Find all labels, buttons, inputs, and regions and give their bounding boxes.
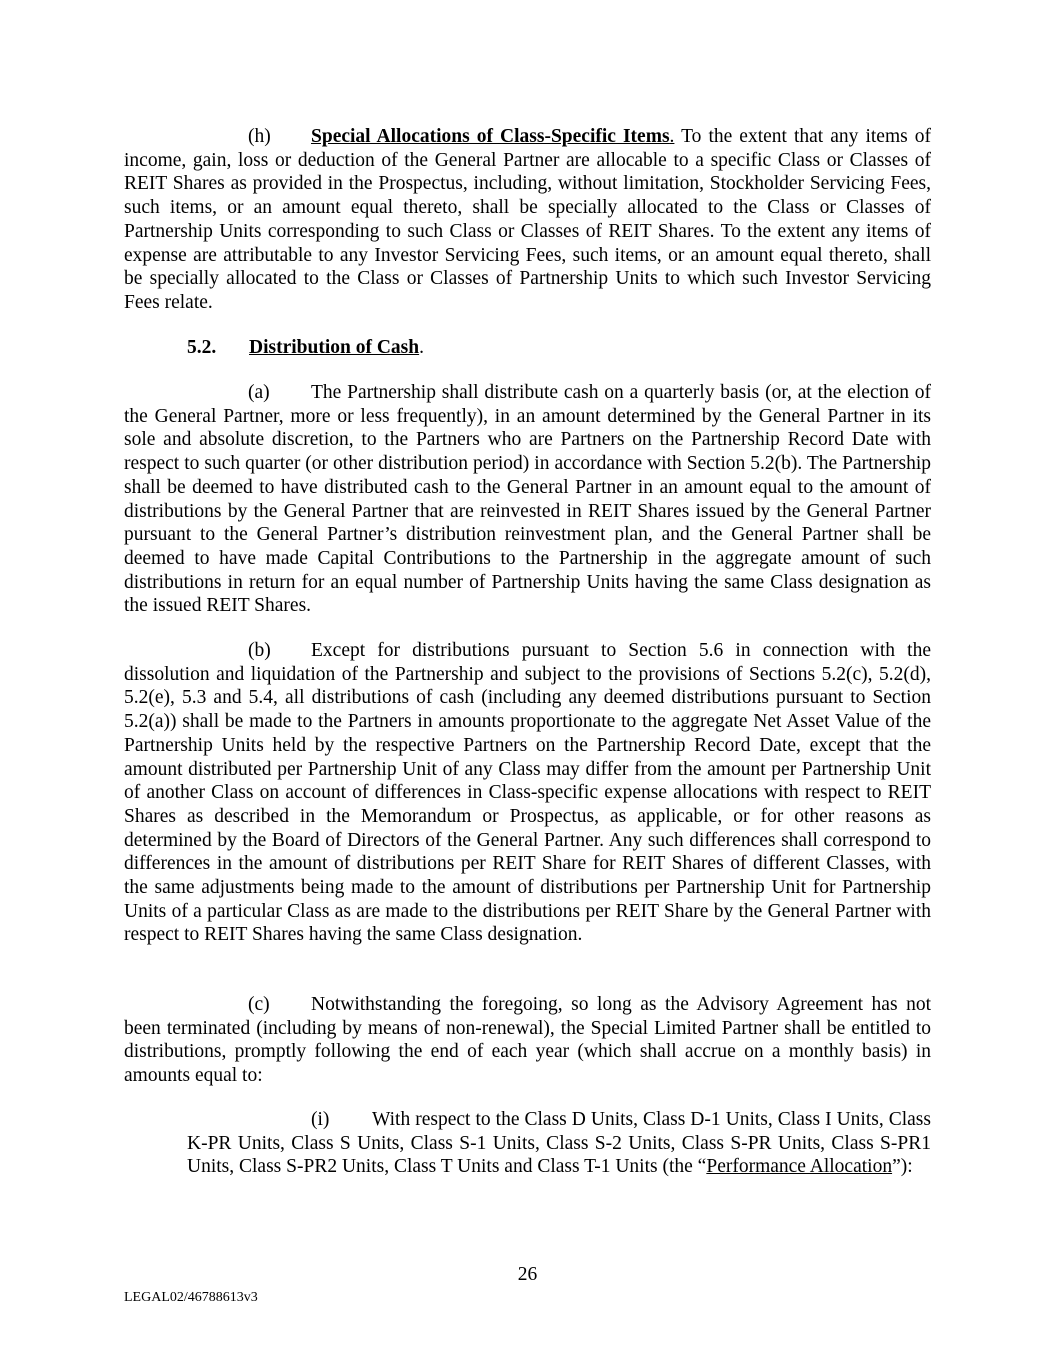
section-title: Distribution of Cash: [249, 337, 420, 358]
paragraph-tail: ”):: [892, 1156, 913, 1178]
paragraph-marker: (c): [248, 994, 270, 1015]
paragraph-heading: Special Allocations of Class-Specific Items: [311, 126, 670, 147]
paragraph-text: The Partnership shall distribute cash on a quarterly basis (or, at the election of the General Partner, more or less frequently), in an amount determined by the General Partner in its sole and absolute discretion, to the Partners who are Partners on the Partnership Record Date with respect to such quarter (or other distribution period) in accordance with Section 5.2(b). The Partnership shall be deemed to have distributed cash to the General Partner in an amount equal to the amount of distributions by the General Partner that are reinvested in REIT Shares issued by the General Partner pursuant to the General Partner’s distribution reinvestment plan, and the General Partner shall be deemed to have made Capital Contributions to the Partnership in the aggregate amount of such distributions in return for an equal number of Partnership Units having the same Class designation as the issued REIT Shares.: [124, 382, 931, 617]
paragraph-b: [124, 639, 931, 947]
paragraph-heading-trail: .: [669, 126, 675, 147]
paragraph-c-indent: [124, 993, 311, 1017]
paragraph-a-indent: [124, 381, 311, 405]
paragraph-text: To the extent that any items of income, gain, loss or deduction of the General Partner are allocable to a specific Class or Classes of REIT Shares as provided in the Prospectus, including, without limitation, Stockholder Servicing Fees, such items, or an amount equal thereto, shall be specially allocated to the Class or Classes of Partnership Units corresponding to such Class or Classes of REIT Shares. To the extent any items of expense are attributable to any Investor Servicing Fees, such items, or an amount equal thereto, shall be specially allocated to the Class or Classes of Partnership Units to which such Investor Servicing Fees relate.: [124, 126, 931, 313]
paragraph-c: [124, 993, 931, 1088]
section-heading: [187, 336, 424, 360]
paragraph-h-indent: [124, 125, 311, 149]
paragraph-marker: (i): [311, 1109, 330, 1130]
paragraph-b-indent: [124, 639, 311, 663]
paragraph-text: With respect to the Class D Units, Class D-1 Units, Class I Units, Class K-PR Units, Class S Units, Class S-1 Units, Class S-2 Units, Class S-PR Units, Class S-PR1 Units, Class S-PR2 Units, Class T Units and Class T-1 Units (the “: [187, 1109, 931, 1178]
paragraph-marker: (b): [248, 640, 271, 661]
paragraph-text: Except for distributions pursuant to Section 5.6 in connection with the dissolution and liquidation of the Partnership and subject to the provisions of Sections 5.2(c), 5.2(d), 5.2(e), 5.3 and 5.4, all distributions of cash (including any deemed distributions pursuant to Section 5.2(a)) shall be made to the Partners in amounts proportionate to the aggregate Net Asset Value of the Partnership Units held by the respective Partners on the Partnership Record Date, except that the amount distributed per Partnership Unit of any Class may differ from the amount per Partnership Unit of another Class on account of differences in Class-specific expense allocations with respect to REIT Shares as described in the Memorandum or Prospectus, as applicable, or for other reasons as determined by the Board of Directors of the General Partner. Any such differences shall correspond to differences in the amount of distributions per REIT Share for REIT Shares of different Classes, with the same adjustments being made to the amount of distributions per Partnership Unit for Partnership Units of a particular Class as are made to the distributions per REIT Share by the General Partner with respect to REIT Shares having the same Class designation.: [124, 640, 931, 946]
paragraph-marker: (a): [248, 382, 270, 403]
document-id: LEGAL02/46788613v3: [124, 1290, 258, 1305]
paragraph-marker: (h): [248, 126, 271, 147]
paragraph-text: Notwithstanding the foregoing, so long as the Advisory Agreement has not been terminated (including by means of non-renewal), the Special Limited Partner shall be entitled to distributions, promptly following the end of each year (which shall accrue on a monthly basis) in amounts equal to:: [124, 994, 931, 1087]
paragraph-i-indent: [187, 1108, 372, 1132]
paragraph-a: [124, 381, 931, 618]
section-number: 5.2.: [187, 337, 217, 358]
paragraph-i: [187, 1108, 931, 1179]
paragraph-h: [124, 125, 931, 315]
section-title-trail: .: [419, 337, 424, 358]
defined-term: Performance Allocation: [706, 1156, 893, 1178]
page-number: 26: [517, 1264, 538, 1285]
